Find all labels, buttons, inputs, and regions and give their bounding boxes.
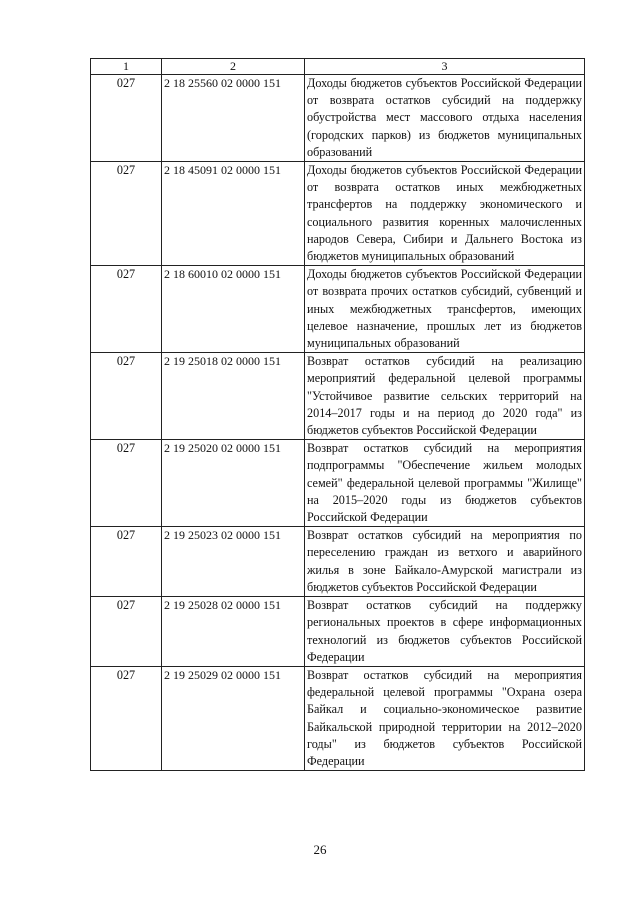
table-row — [91, 75, 585, 162]
agency-code-cell: 027 — [91, 266, 162, 353]
budget-code-cell: 2 19 25018 02 0000 151 — [162, 353, 305, 440]
table-row — [91, 440, 585, 527]
budget-code-cell: 2 19 25029 02 0000 151 — [162, 666, 305, 770]
table-row — [91, 162, 585, 266]
table-row — [91, 266, 585, 353]
budget-code-cell: 2 18 60010 02 0000 151 — [162, 266, 305, 353]
budget-code-cell: 2 19 25023 02 0000 151 — [162, 527, 305, 597]
description-cell: Доходы бюджетов субъектов Российской Федерации от возврата прочих остатков субсидий, субвенций и иных межбюджетных трансфертов, имеющих целевое назначение, прошлых лет из бюджетов муниципальных образований — [305, 266, 585, 353]
description-cell: Возврат остатков субсидий на мероприятия подпрограммы "Обеспечение жильем молодых семей" федеральной целевой программы "Жилище" на 2015–2020 годы из бюджетов субъектов Российской Федерации — [305, 440, 585, 527]
page-number: 26 — [313, 842, 327, 857]
budget-classification-table — [90, 58, 585, 771]
agency-code-cell: 027 — [91, 162, 162, 266]
description-cell: Возврат остатков субсидий на мероприятия федеральной целевой программы "Охрана озера Байкал и социально-экономическое развитие Байкальской природной территории на 2012–2020 годы" из бюджетов субъектов Российской Федерации — [305, 666, 585, 770]
agency-code-cell: 027 — [91, 666, 162, 770]
budget-code-cell: 2 18 25560 02 0000 151 — [162, 75, 305, 162]
budget-code-cell: 2 19 25020 02 0000 151 — [162, 440, 305, 527]
agency-code-cell: 027 — [91, 440, 162, 527]
budget-code-cell: 2 19 25028 02 0000 151 — [162, 597, 305, 667]
description-cell: Возврат остатков субсидий на реализацию мероприятий федеральной целевой программы "Устойчивое развитие сельских территорий на 2014–2017 годы и на период до 2020 года" из бюджетов субъектов Российской Федерации — [305, 353, 585, 440]
table-row — [91, 353, 585, 440]
agency-code-cell: 027 — [91, 75, 162, 162]
header-row — [91, 59, 585, 75]
column-header-3: 3 — [305, 59, 585, 75]
agency-code-cell: 027 — [91, 527, 162, 597]
column-header-1: 1 — [91, 59, 162, 75]
budget-code-cell: 2 18 45091 02 0000 151 — [162, 162, 305, 266]
table-row — [91, 666, 585, 770]
description-cell: Возврат остатков субсидий на поддержку региональных проектов в сфере информационных технологий из бюджетов субъектов Российской Федерации — [305, 597, 585, 667]
description-cell: Возврат остатков субсидий на мероприятия по переселению граждан из ветхого и аварийного жилья в зоне Байкало-Амурской магистрали из бюджетов субъектов Российской Федерации — [305, 527, 585, 597]
table-row — [91, 527, 585, 597]
column-header-2: 2 — [162, 59, 305, 75]
description-cell: Доходы бюджетов субъектов Российской Федерации от возврата остатков иных межбюджетных трансфертов на поддержку экономического и социального развития коренных малочисленных народов Севера, Сибири и Дальнего Востока из бюджетов муниципальных образований — [305, 162, 585, 266]
table-row — [91, 597, 585, 667]
description-cell: Доходы бюджетов субъектов Российской Федерации от возврата остатков субсидий на поддержку обустройства мест массового отдыха населения (городских парков) из бюджетов муниципальных образований — [305, 75, 585, 162]
agency-code-cell: 027 — [91, 353, 162, 440]
agency-code-cell: 027 — [91, 597, 162, 667]
